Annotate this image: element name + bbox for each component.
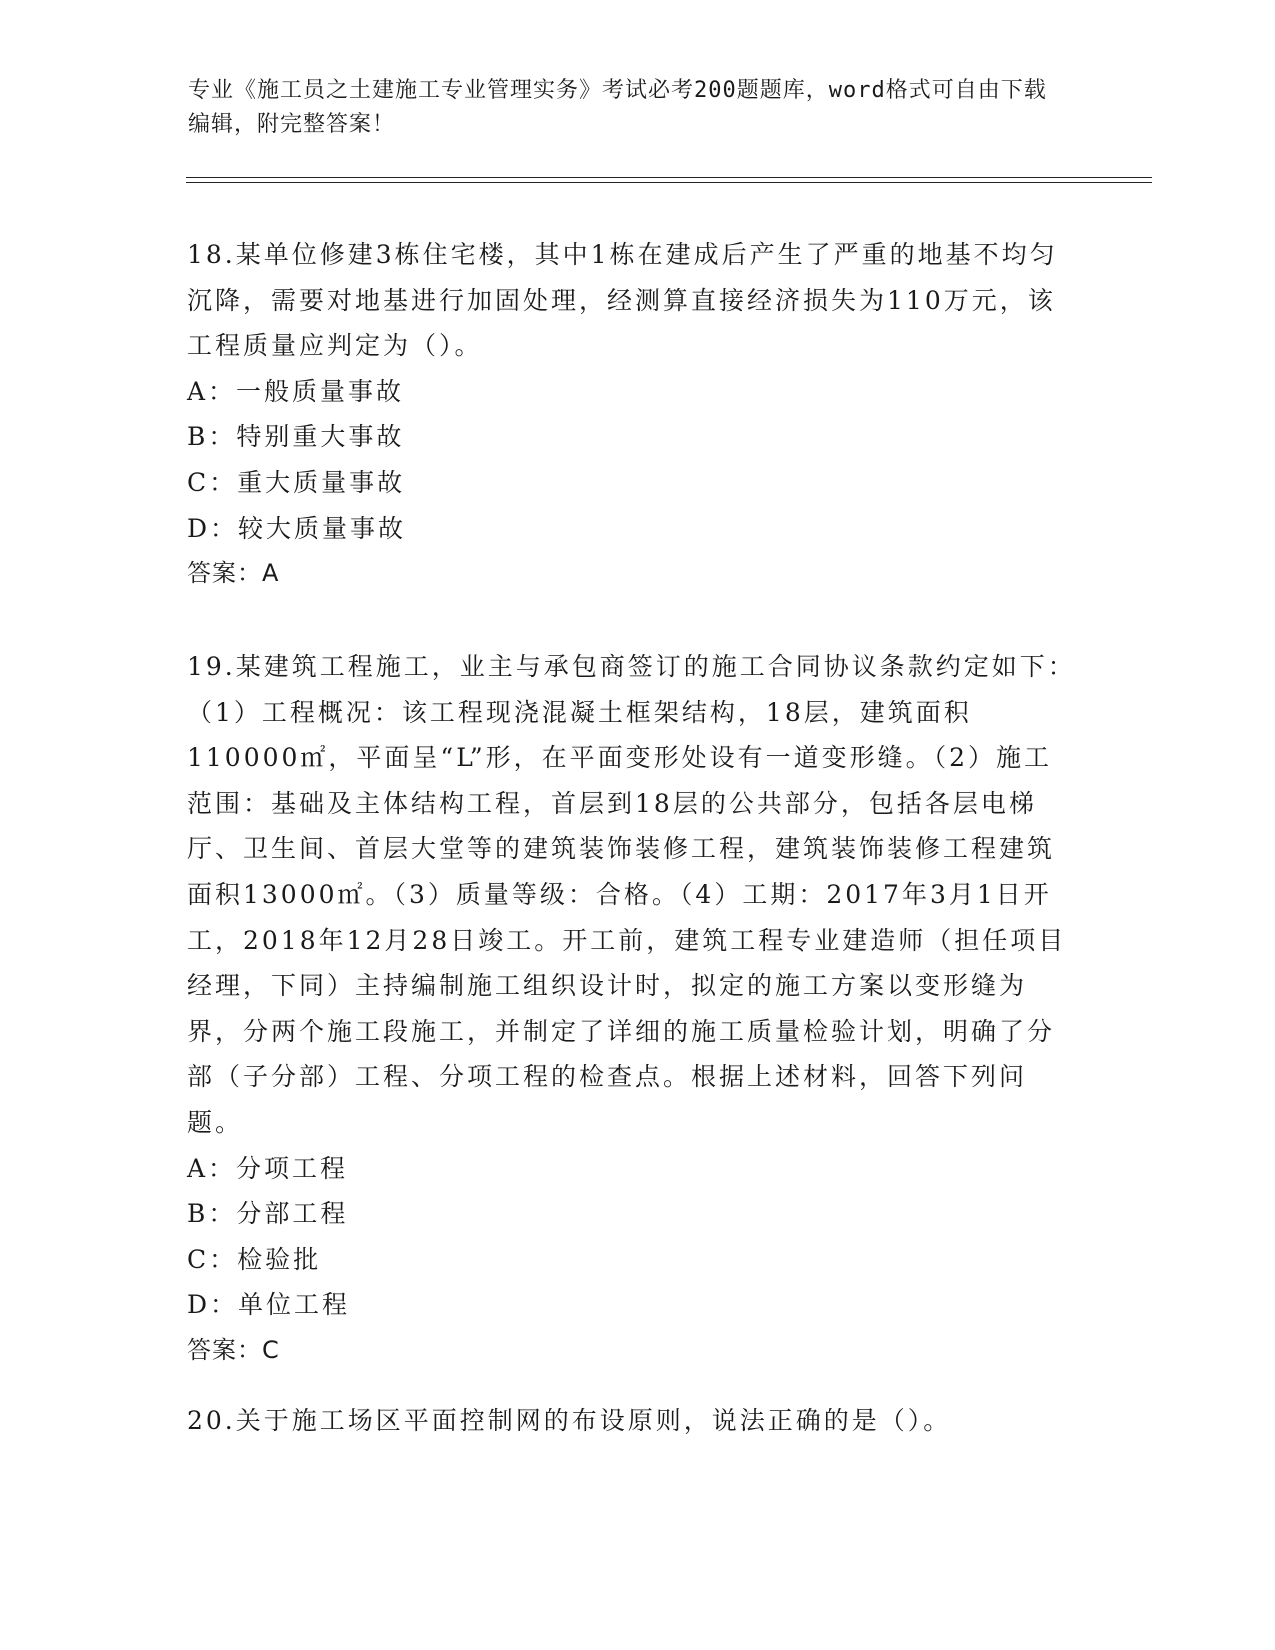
option-b: B：特别重大事故 bbox=[187, 422, 405, 452]
question-18 bbox=[187, 232, 1077, 597]
option-a: A：一般质量事故 bbox=[187, 376, 405, 406]
question-text: 18.某单位修建3栋住宅楼，其中1栋在建成后产生了严重的地基不均匀沉降，需要对地基进行加固处理，经测算直接经济损失为110万元，该工程质量应判定为（）。 bbox=[187, 240, 1058, 361]
answer: 答案：C bbox=[187, 1335, 280, 1364]
answer: 答案：A bbox=[187, 559, 280, 588]
question-text: 20.关于施工场区平面控制网的布设原则，说法正确的是（）。 bbox=[187, 1406, 952, 1435]
option-d: D：较大质量事故 bbox=[187, 513, 407, 543]
option-c: C：检验批 bbox=[187, 1244, 322, 1274]
option-a: A：分项工程 bbox=[187, 1153, 349, 1183]
document-header: 专业《施工员之土建施工专业管理实务》考试必考200题题库，word格式可自由下载编辑，附完整答案！ bbox=[188, 78, 1047, 137]
header-divider-top bbox=[186, 177, 1152, 178]
question-19 bbox=[187, 644, 1077, 1374]
option-c: C：重大质量事故 bbox=[187, 467, 406, 497]
option-b: B：分部工程 bbox=[187, 1199, 349, 1229]
header-divider-bottom bbox=[186, 182, 1152, 183]
question-text: 19.某建筑工程施工，业主与承包商签订的施工合同协议条款约定如下：（1）工程概况：该工程现浇混凝土框架结构，18层，建筑面积110000㎡，平面呈“L”形，在平面变形处设有一道变形缝。（2）施工范围：基础及主体结构工程，首层到18层的公共部分，包括各层电梯厅、卫生间、首层大堂等的建筑装饰装修工程，建筑装饰装修工程建筑面积13000㎡。（3）质量等级：合格。（4）工期：2017年3月1日开工，2018年12月28日竣工。开工前，建筑工程专业建造师（担任项目经理，下同）主持编制施工组织设计时，拟定的施工方案以变形缝为界，分两个施工段施工，并制定了详细的施工质量检验计划，明确了分部（子分部）工程、分项工程的检查点。根据上述材料，回答下列问题。 bbox=[187, 652, 1076, 1137]
question-20 bbox=[187, 1398, 1077, 1444]
option-d: D：单位工程 bbox=[187, 1290, 351, 1320]
